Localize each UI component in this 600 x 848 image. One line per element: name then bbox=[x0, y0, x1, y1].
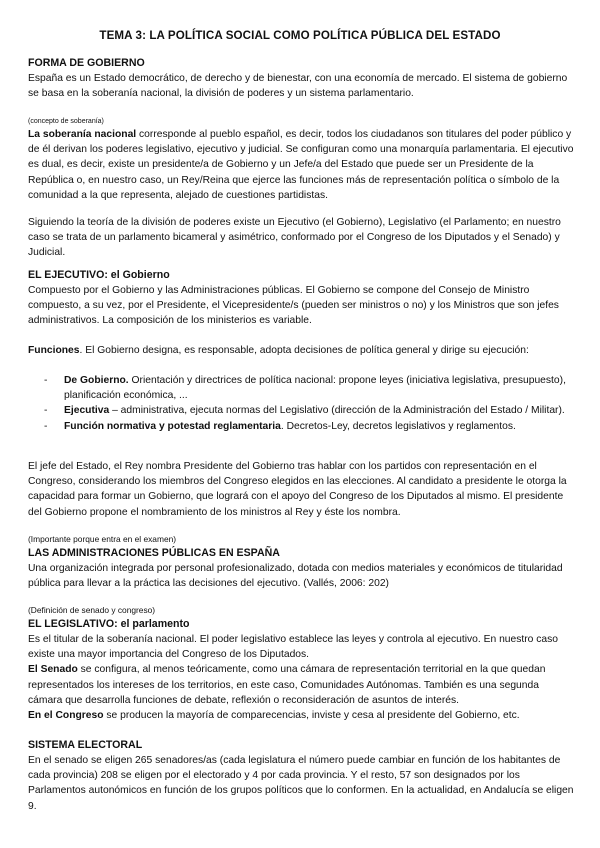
administraciones-heading: LAS ADMINISTRACIONES PÚBLICAS EN ESPAÑA bbox=[28, 547, 280, 559]
soberania-bold: La soberanía nacional bbox=[28, 129, 137, 140]
funciones-bold: Funciones bbox=[28, 345, 80, 356]
funciones-text: . El Gobierno designa, es responsable, adopta decisiones de política general y dirige su ejecución: bbox=[79, 345, 529, 356]
electoral-paragraph: En el senado se eligen 265 senadores/as (cada legislatura el número puede cambiar en función de los habitantes de cada provincia) 208 se eligen por el electorado y 4 por cada provincia. Y el resto, 57 son designados por los Parlamentos autonómicos en función de los grupos políticos que lo conformen. En la actualidad, en Andalucía se eligen 9. bbox=[28, 755, 574, 812]
legislativo-heading: EL LEGISLATIVO: el parlamento bbox=[28, 618, 190, 630]
soberania-note: (concepto de soberanía) bbox=[28, 118, 104, 125]
senado-text: se configura, al menos teóricamente, como una cámara de representación territorial en la que quedan representados los intereses de los territorios, en este caso, Comunidades Autónomas. También es una segunda cámara que desarrolla funciones de debate, reflexión o reconsideración de asuntos de interés. bbox=[28, 664, 546, 706]
funcion-normativa-text: . Decretos-Ley, decretos legislativos y reglamentos. bbox=[280, 420, 516, 432]
senado-bold: El Senado bbox=[28, 664, 78, 676]
ejecutivo-heading: EL EJECUTIVO: el Gobierno bbox=[28, 269, 170, 281]
administraciones-note: (Importante porque entra en el examen) bbox=[28, 534, 177, 544]
soberania-text: corresponde al pueblo español, es decir, todos los ciudadanos son titulares del poder público y de él derivan los poderes legislativo, ejecutivo y judicial. Se configuran como una monarquía parlamentaria. El ejecutivo es dual, es decir, existe un presidente/a de Gobierno y un Jefe/a del Estado que puede ser un Presidente de la República o, en nuestro caso, un Rey/Reina que ejerce las funciones más de representación política o símbolo de la comunidad a la que representa, alejado de cuestiones partidistas. bbox=[28, 129, 574, 201]
ejecutivo-paragraph: Compuesto por el Gobierno y las Administraciones públicas. El Gobierno se compone del Consejo de Ministro compuesto, a su vez, por el Presidente, el Vicepresidente/s (pueden ser ministros o no) y los Ministros que son jefes administrativos. La composición de los ministerios es variable. bbox=[28, 285, 559, 327]
funciones-list bbox=[44, 373, 576, 434]
funcion-gobierno-bold: De Gobierno. bbox=[64, 375, 129, 386]
funcion-ejecutiva-bold: Ejecutiva bbox=[64, 405, 110, 417]
jefe-paragraph: El jefe del Estado, el Rey nombra Presidente del Gobierno tras hablar con los partidos con representación en el Congreso, considerando los miembros del Congreso elegidos en las elecciones. Al candidato a presidente le otorga la capacidad para formar un Gobierno, que logrará con el apoyo del Congreso de los Diputados al mismo. El presidente del Gobierno propone el nombramiento de los ministros al Rey y éste los nombra. bbox=[28, 461, 567, 518]
funcion-gobierno-text: Orientación y directrices de política nacional: propone leyes (iniciativa legislativa, presupuesto), planificación económica, ... bbox=[64, 375, 566, 402]
legislativo-note: (Definición de senado y congreso) bbox=[28, 605, 156, 615]
electoral-heading: SISTEMA ELECTORAL bbox=[28, 739, 143, 751]
list-item bbox=[44, 373, 576, 403]
forma-heading: FORMA DE GOBIERNO bbox=[28, 57, 145, 69]
legislativo-paragraph bbox=[28, 632, 576, 723]
administraciones-paragraph: Una organización integrada por personal profesionalizado, dotada con medios materiales y económicos de titularidad pública para llevar a la práctica las decisiones del ejecutivo. (Vallés, 2006: 202) bbox=[28, 563, 563, 590]
congreso-bold: En el Congreso bbox=[28, 710, 104, 722]
list-item bbox=[44, 419, 576, 434]
legislativo-text: Es el titular de la soberanía nacional. El poder legislativo establece las leyes y controla al ejecutivo. En nuestro caso existe una mayor importancia del Congreso de los Diputados. bbox=[28, 634, 559, 661]
congreso-text: se producen la mayoría de comparecencias, inviste y cesa al presidente del Gobierno, etc. bbox=[103, 710, 520, 722]
funcion-ejecutiva-text: – administrativa, ejecuta normas del Legislativo (dirección de la Administración del Estado / Militar). bbox=[109, 405, 565, 417]
funciones-paragraph bbox=[28, 343, 576, 358]
document-title: TEMA 3: LA POLÍTICA SOCIAL COMO POLÍTICA PÚBLICA DEL ESTADO bbox=[99, 29, 501, 42]
list-item bbox=[44, 403, 576, 418]
division-paragraph: Siguiendo la teoría de la división de poderes existe un Ejecutivo (el Gobierno), Legislativo (el Parlamento; en nuestro caso se trata de un parlamento bicameral y asimétrico, conformado por el Congreso de los Diputados y el Senado) y Judicial. bbox=[28, 217, 561, 259]
soberania-paragraph bbox=[28, 127, 576, 203]
forma-paragraph: España es un Estado democrático, de derecho y de bienestar, con una economía de mercado. El sistema de gobierno se basa en la soberanía nacional, la división de poderes y un sistema parlamentario. bbox=[28, 73, 568, 100]
funcion-normativa-bold: Función normativa y potestad reglamentaria bbox=[64, 420, 281, 432]
